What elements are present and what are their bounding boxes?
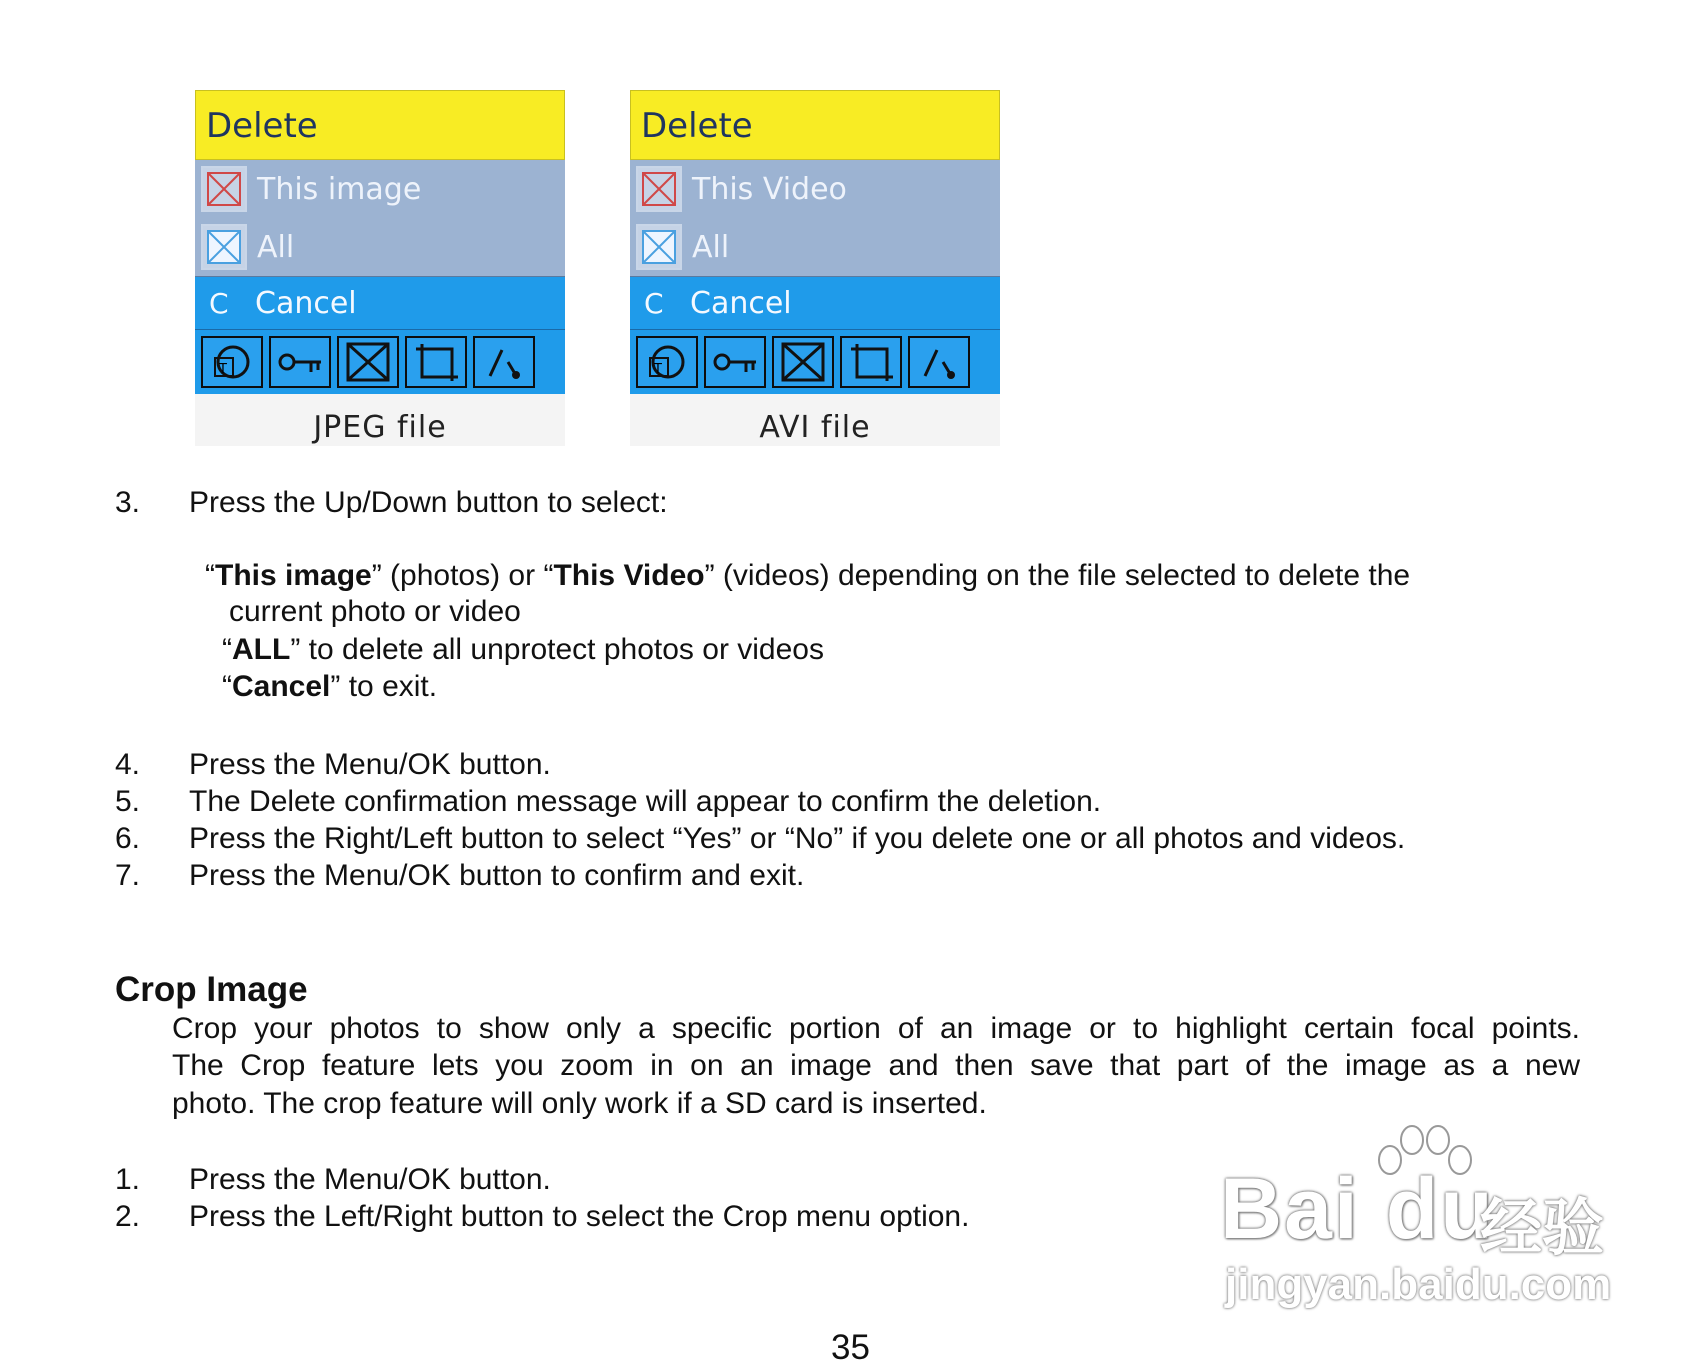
delete-icon[interactable] xyxy=(772,336,834,388)
step-number: 5. xyxy=(115,785,141,818)
edit-icon[interactable] xyxy=(908,336,970,388)
crop-paragraph-line: Crop your photos to show only a specific portion of an image or to highlight certain focal points. xyxy=(172,1012,1580,1045)
option-label-cancel: Cancel xyxy=(232,670,331,703)
delete-menu-jpeg xyxy=(195,90,565,446)
menu-item-cancel[interactable] xyxy=(195,276,565,330)
file-type-caption: AVI file xyxy=(759,410,871,445)
watermark-url: jingyan.baidu.com xyxy=(1225,1260,1612,1309)
crop-icon[interactable] xyxy=(405,336,467,388)
step-5-text: The Delete confirmation message will appear to confirm the deletion. xyxy=(189,785,1102,818)
option-all xyxy=(222,633,824,667)
option-label-this-video: This Video xyxy=(553,559,705,592)
crop-icon[interactable] xyxy=(840,336,902,388)
menu-item-this-image[interactable] xyxy=(195,160,565,218)
file-type-caption: JPEG file xyxy=(313,410,447,445)
step-number: 6. xyxy=(115,822,141,855)
step-number: 2. xyxy=(115,1200,141,1233)
delete-all-icon xyxy=(636,224,682,270)
step-6-text: Press the Right/Left button to select “Yes” or “No” if you delete one or all photos and videos. xyxy=(189,822,1406,855)
quote-mark: “ xyxy=(205,559,215,592)
option-text: ” (photos) or “ xyxy=(371,559,554,592)
delete-all-icon xyxy=(201,224,247,270)
menu-item-label: All xyxy=(692,229,730,265)
option-text: ” to exit. xyxy=(330,670,438,703)
menu-item-cancel[interactable] xyxy=(630,276,1000,330)
crop-step-1-text: Press the Menu/OK button. xyxy=(189,1163,551,1196)
option-continuation: current photo or video xyxy=(229,595,521,628)
svg-text:T: T xyxy=(654,362,662,377)
delete-single-icon xyxy=(201,166,247,212)
option-text: ” (videos) depending on the file selected to delete the xyxy=(704,559,1411,592)
step-number: 1. xyxy=(115,1163,141,1196)
menu-item-label: All xyxy=(257,229,295,265)
step-number: 3. xyxy=(115,486,141,519)
crop-step-2-text: Press the Left/Right button to select the Crop menu option. xyxy=(189,1200,970,1233)
crop-paragraph-line: The Crop feature lets you zoom in on an image and then save that part of the image as a new xyxy=(172,1049,1580,1082)
quote-mark: “ xyxy=(222,670,232,703)
option-label-this-image: This image xyxy=(215,559,372,592)
option-this-item xyxy=(205,557,1581,594)
delete-icon[interactable] xyxy=(337,336,399,388)
step-3-text: Press the Up/Down button to select: xyxy=(189,486,668,519)
crop-paragraph-line: photo. The crop feature will only work if a SD card is inserted. xyxy=(172,1087,987,1120)
menu-item-all[interactable] xyxy=(195,218,565,276)
menu-item-all[interactable] xyxy=(630,218,1000,276)
svg-text:T: T xyxy=(219,362,227,377)
protect-key-icon[interactable] xyxy=(704,336,766,388)
cancel-key-glyph: C xyxy=(209,286,229,320)
delete-menu-avi xyxy=(630,90,1000,446)
menu-title: Delete xyxy=(630,90,1000,160)
step-number: 7. xyxy=(115,859,141,892)
menu-title: Delete xyxy=(195,90,565,160)
option-cancel xyxy=(222,670,437,704)
menu-item-label: Cancel xyxy=(255,285,357,321)
step-7-text: Press the Menu/OK button to confirm and exit. xyxy=(189,859,805,892)
protect-key-icon[interactable] xyxy=(269,336,331,388)
quote-mark: “ xyxy=(222,633,232,666)
watermark-brand: Bai du xyxy=(1220,1161,1495,1257)
menu-item-label: This image xyxy=(257,171,422,207)
delete-menu xyxy=(630,90,1000,394)
delete-menu xyxy=(195,90,565,394)
slideshow-icon[interactable] xyxy=(201,336,263,388)
page-number: 35 xyxy=(831,1328,870,1367)
step-4-text: Press the Menu/OK button. xyxy=(189,748,551,781)
playback-toolbar xyxy=(630,330,1000,394)
menu-item-label: This Video xyxy=(692,171,847,207)
step-number: 4. xyxy=(115,748,141,781)
cancel-key-glyph: C xyxy=(644,286,664,320)
edit-icon[interactable] xyxy=(473,336,535,388)
menu-item-this-video[interactable] xyxy=(630,160,1000,218)
slideshow-icon[interactable] xyxy=(636,336,698,388)
playback-toolbar xyxy=(195,330,565,394)
baidu-watermark xyxy=(1220,1120,1630,1310)
delete-single-icon xyxy=(636,166,682,212)
watermark-cn: 经验 xyxy=(1480,1194,1605,1263)
section-heading: Crop Image xyxy=(115,970,308,1009)
option-text: ” to delete all unprotect photos or videos xyxy=(290,633,824,666)
menu-item-label: Cancel xyxy=(690,285,792,321)
option-label-all: ALL xyxy=(232,633,291,666)
